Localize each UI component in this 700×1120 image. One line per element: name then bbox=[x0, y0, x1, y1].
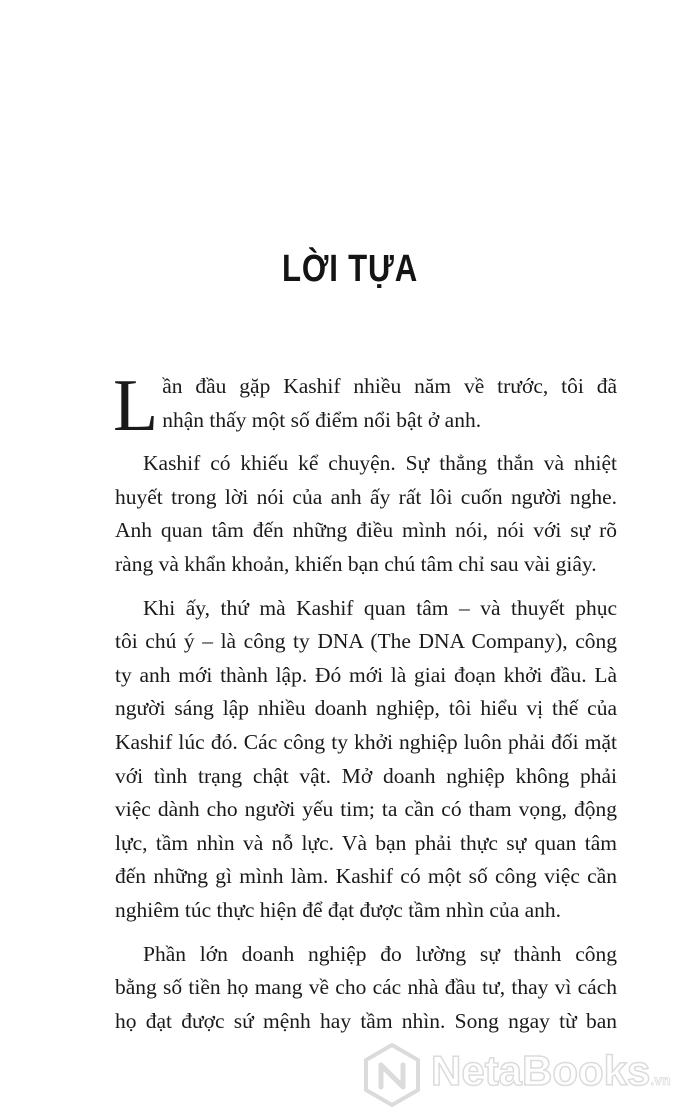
text-line: huyết trong lời nói của anh ấy rất lôi cuốn người nghe. bbox=[115, 484, 617, 509]
text-line: ty anh mới thành lập. Đó mới là giai đoạn khởi đầu. Là bbox=[115, 662, 617, 687]
text-line: ần đầu gặp Kashif nhiều năm về trước, tôi đã bbox=[162, 374, 617, 398]
text-line: Kashif có khiếu kể chuyện. Sự thẳng thắn và nhiệt bbox=[143, 451, 617, 476]
text-line: ràng và khẩn khoản, khiến bạn chú tâm chỉ sau vài giây. bbox=[115, 551, 597, 576]
text-line: nhận thấy một số điểm nổi bật ở anh. bbox=[162, 407, 482, 432]
body-text bbox=[113, 365, 617, 1038]
text-line: Anh quan tâm đến những điều mình nói, nói với sự rõ bbox=[115, 518, 617, 543]
watermark-brand: NetaBooks.vn bbox=[431, 1046, 671, 1094]
text-line: đến những gì mình làm. Kashif có một số công việc cần bbox=[115, 864, 617, 889]
drop-cap: L bbox=[113, 365, 159, 447]
text-line: việc dành cho người yếu tim; ta cần có tham vọng, động bbox=[115, 797, 617, 822]
text-line: nghiêm túc thực hiện để đạt được tầm nhìn của anh. bbox=[115, 897, 562, 922]
paragraph-4 bbox=[115, 938, 617, 1039]
paragraph-1 bbox=[113, 365, 617, 447]
chapter-title: LỜI TỰA bbox=[281, 248, 419, 290]
text-line: Khi ấy, thứ mà Kashif quan tâm – và thuyết phục bbox=[143, 595, 617, 620]
text-line: Kashif lúc đó. Các công ty khởi nghiệp luôn phải đối mặt bbox=[115, 729, 617, 754]
text-line: Phần lớn doanh nghiệp đo lường sự thành công bbox=[143, 941, 617, 966]
paragraph-2 bbox=[115, 447, 617, 581]
paragraph-3 bbox=[115, 592, 617, 928]
text-line: lực, tầm nhìn và nỗ lực. Và bạn phải thực sự quan tâm bbox=[115, 830, 617, 855]
netabooks-watermark bbox=[363, 1040, 693, 1110]
watermark-suffix: .vn bbox=[650, 1071, 671, 1088]
netabooks-logo-icon bbox=[363, 1043, 421, 1107]
text-line: tôi chú ý – là công ty DNA (The DNA Company), công bbox=[115, 629, 617, 654]
text-line: bằng số tiền họ mang về cho các nhà đầu tư, thay vì cách bbox=[115, 975, 617, 1000]
text-line: người sáng lập nhiều doanh nghiệp, tôi hiểu vị thế của bbox=[115, 696, 617, 721]
text-line: với tình trạng chật vật. Mở doanh nghiệp không phải bbox=[115, 763, 617, 788]
text-line: họ đạt được sứ mệnh hay tầm nhìn. Song ngay từ ban bbox=[115, 1008, 617, 1033]
